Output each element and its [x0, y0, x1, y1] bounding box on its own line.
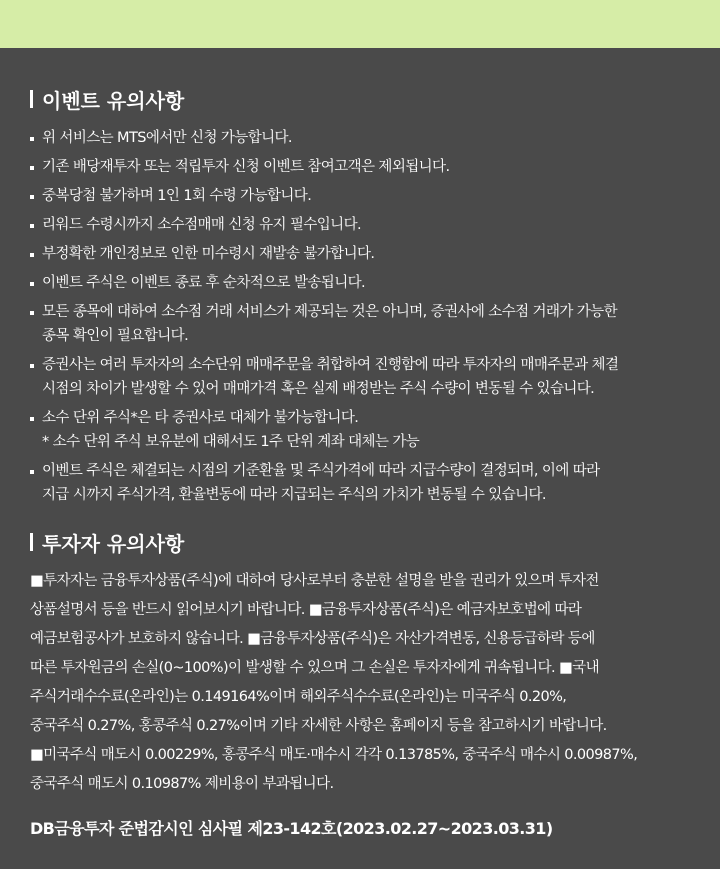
list-item — [30, 271, 694, 295]
notice-content — [30, 48, 694, 839]
list-item — [30, 300, 694, 348]
paragraph-line: 중국주식 0.27%, 홍콩주식 0.27%이며 기타 자세한 사항은 홈페이지 등을 참고하시기 바랍니다. — [30, 718, 607, 734]
paragraph-line: 주식거래수수료(온라인)는 0.149164%이며 해외주식수수료(온라인)는 미국주식 0.20%, — [30, 689, 567, 705]
events-section-heading — [30, 86, 694, 112]
paragraph-line: 따른 투자원금의 손실(0~100%)이 발생할 수 있으며 그 손실은 투자자에게 귀속됩니다. ■국내 — [30, 660, 599, 676]
list-item-text: 모든 종목에 대하여 소수점 거래 서비스가 제공되는 것은 아니며, 증권사에 소수점 거래가 가능한 — [42, 304, 617, 320]
list-item-text: 이벤트 주식은 이벤트 종료 후 순차적으로 발송됩니다. — [42, 275, 366, 291]
investor-section-heading — [30, 529, 694, 555]
heading-bar — [30, 90, 33, 108]
paragraph-line: 상품설명서 등을 반드시 읽어보시기 바랍니다. ■금융투자상품(주식)은 예금자보호법에 따라 — [30, 602, 582, 618]
list-item — [30, 213, 694, 237]
list-item — [30, 406, 694, 454]
top-banner-strip — [0, 0, 720, 48]
paragraph-line: 중국주식 매도시 0.10987% 제비용이 부과됩니다. — [30, 776, 334, 792]
list-item-text: 시점의 차이가 발생할 수 있어 매매가격 혹은 실제 배정받는 주식 수량이 변동될 수 있습니다. — [42, 381, 595, 397]
events-notice-list — [30, 126, 694, 507]
list-item — [30, 242, 694, 266]
list-item-text: 증권사는 여러 투자자의 소수단위 매매주문을 취합하여 진행함에 따라 투자자의 매매주문과 체결 — [42, 357, 619, 373]
list-item-text: 소수 단위 주식*은 타 증권사로 대체가 불가능합니다. — [42, 410, 359, 426]
paragraph-line: ■투자자는 금융투자상품(주식)에 대하여 당사로부터 충분한 설명을 받을 권리가 있으며 투자전 — [30, 573, 599, 589]
paragraph-line: 예금보험공사가 보호하지 않습니다. ■금융투자상품(주식)은 자산가격변동, 신용등급하락 등에 — [30, 631, 595, 647]
list-item-text: 이벤트 주식은 체결되는 시점의 기준환율 및 주식가격에 따라 지급수량이 결정되며, 이에 따라 — [42, 463, 600, 479]
list-item-text: 리워드 수령시까지 소수점매매 신청 유지 필수입니다. — [42, 217, 362, 233]
compliance-approval-note: DB금융투자 준법감시인 심사필 제23-142호(2023.02.27~2023.03.31) — [30, 819, 553, 838]
list-item-text: 부정확한 개인정보로 인한 미수령시 재발송 불가합니다. — [42, 246, 375, 262]
investor-section-title: 투자자 유의사항 — [42, 531, 185, 556]
list-item — [30, 155, 694, 179]
paragraph-line: ■미국주식 매도시 0.00229%, 홍콩주식 매도·매수시 각각 0.13785%, 중국주식 매수시 0.00987%, — [30, 747, 638, 763]
list-item-text: 중복당첨 불가하며 1인 1회 수령 가능합니다. — [42, 188, 312, 204]
list-item — [30, 126, 694, 150]
list-item-text: 위 서비스는 MTS에서만 신청 가능합니다. — [42, 130, 292, 146]
list-item — [30, 353, 694, 401]
investor-notice-paragraph — [30, 567, 694, 799]
list-item — [30, 184, 694, 208]
list-item-text: 지급 시까지 주식가격, 환율변동에 따라 지급되는 주식의 가치가 변동될 수 있습니다. — [42, 487, 546, 503]
list-item — [30, 459, 694, 507]
list-item-text: 종목 확인이 필요합니다. — [42, 328, 189, 344]
list-item-text: 기존 배당재투자 또는 적립투자 신청 이벤트 참여고객은 제외됩니다. — [42, 159, 450, 175]
heading-bar — [30, 533, 33, 551]
list-item-text: * 소수 단위 주식 보유분에 대해서도 1주 단위 계좌 대체는 가능 — [42, 434, 420, 450]
events-section-title: 이벤트 유의사항 — [42, 88, 185, 113]
